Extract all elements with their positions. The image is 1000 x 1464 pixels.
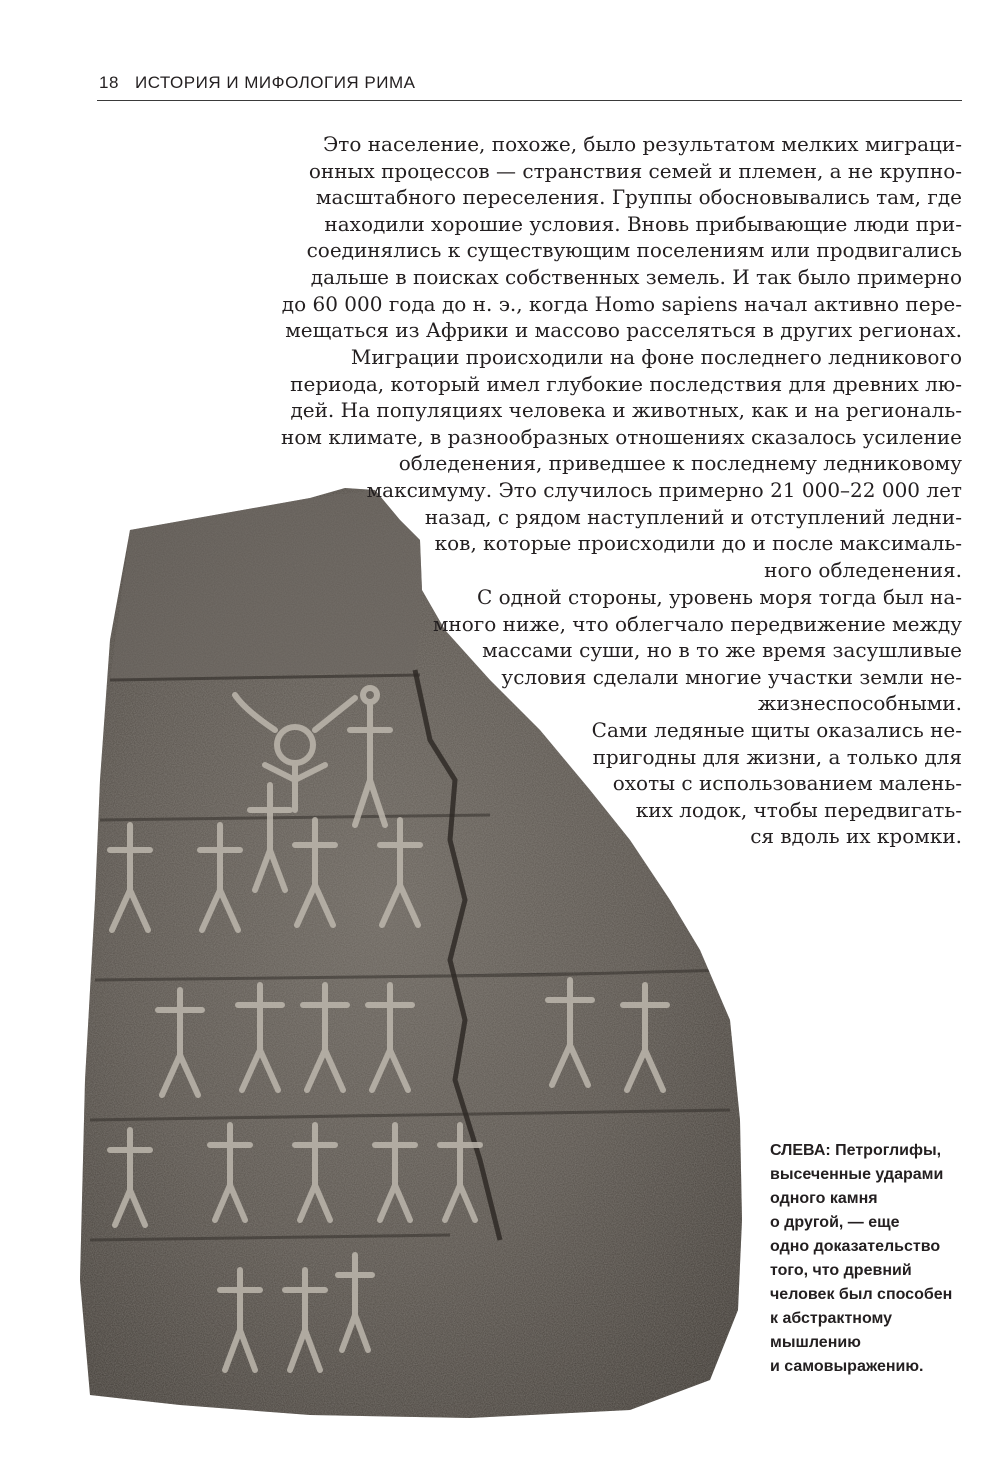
caption-line: и самовыражению. bbox=[770, 1358, 924, 1375]
caption-line: Петроглифы, bbox=[835, 1142, 942, 1159]
caption-lead: СЛЕВА: bbox=[770, 1142, 831, 1159]
caption-line: к абстрактному bbox=[770, 1310, 893, 1327]
paragraph-3 bbox=[433, 584, 962, 717]
caption-line: высеченные ударами bbox=[770, 1166, 944, 1183]
text-line: много ниже, что облегчало передвижение между bbox=[432, 611, 962, 636]
page-number: 18 bbox=[99, 73, 119, 92]
text-line: мещаться из Африки и массово расселяться в других регионах. bbox=[285, 318, 962, 343]
text-line: жизнеспособными. bbox=[757, 691, 962, 716]
text-line: Это население, похоже, было результатом мелких миграци- bbox=[322, 132, 962, 156]
text-line: находили хорошие условия. Вновь прибывающие люди при- bbox=[324, 211, 962, 236]
text-line: Миграции происходили на фоне последнего ледникового bbox=[350, 345, 962, 369]
text-line: Сами ледяные щиты оказались не- bbox=[591, 718, 962, 742]
caption-line: того, что древний bbox=[770, 1262, 912, 1279]
text-line: масштабного переселения. Группы обосновывались там, где bbox=[315, 185, 962, 210]
text-line: дей. На популяциях человека и животных, как и на региональ- bbox=[290, 398, 962, 423]
text-line: ном климате, в разнообразных отношениях сказалось усиление bbox=[281, 424, 962, 449]
text-line: обледенения, приведшее к последнему ледниковому bbox=[398, 451, 962, 476]
text-line: условия сделали многие участки земли не- bbox=[501, 664, 962, 689]
caption-line: одно доказательство bbox=[770, 1238, 941, 1255]
text-line: периода, который имел глубокие последствия для древних лю- bbox=[290, 371, 962, 396]
text-line: охоты с использованием малень- bbox=[612, 771, 962, 796]
paragraph-2 bbox=[281, 344, 962, 583]
running-head bbox=[97, 70, 962, 101]
text-line: массами суши, но в то же время засушливые bbox=[482, 638, 962, 663]
caption-line: мышлению bbox=[770, 1334, 861, 1351]
caption-line: одного камня bbox=[770, 1190, 878, 1207]
text-line: ся вдоль их кромки. bbox=[750, 824, 962, 849]
text-line: онных процессов — странствия семей и племен, а не крупно- bbox=[308, 158, 962, 183]
paragraph-1 bbox=[282, 131, 962, 344]
caption-line: человек был способен bbox=[770, 1286, 953, 1303]
text-line: до 60 000 года до н. э., когда Homo sapiens начал активно пере- bbox=[281, 291, 962, 316]
text-line: С одной стороны, уровень моря тогда был на- bbox=[476, 585, 962, 609]
image-caption bbox=[770, 1139, 952, 1379]
text-line: пригодны для жизни, а только для bbox=[592, 744, 962, 769]
book-title: ИСТОРИЯ И МИФОЛОГИЯ РИМА bbox=[135, 73, 416, 92]
text-line: назад, с рядом наступлений и отступлений ледни- bbox=[424, 504, 962, 529]
paragraph-4 bbox=[592, 717, 962, 850]
text-line: ков, которые происходили до и после максималь- bbox=[434, 531, 962, 556]
text-line: ких лодок, чтобы передвигать- bbox=[635, 797, 962, 822]
text-line: ного обледенения. bbox=[764, 557, 962, 582]
text-line: соединялись к существующим поселениям или продвигались bbox=[306, 238, 962, 263]
text-line: дальше в поисках собственных земель. И так было примерно bbox=[310, 264, 962, 289]
caption-line: о другой, — еще bbox=[770, 1214, 900, 1231]
text-line: максимуму. Это случилось примерно 21 000–22 000 лет bbox=[366, 477, 962, 502]
